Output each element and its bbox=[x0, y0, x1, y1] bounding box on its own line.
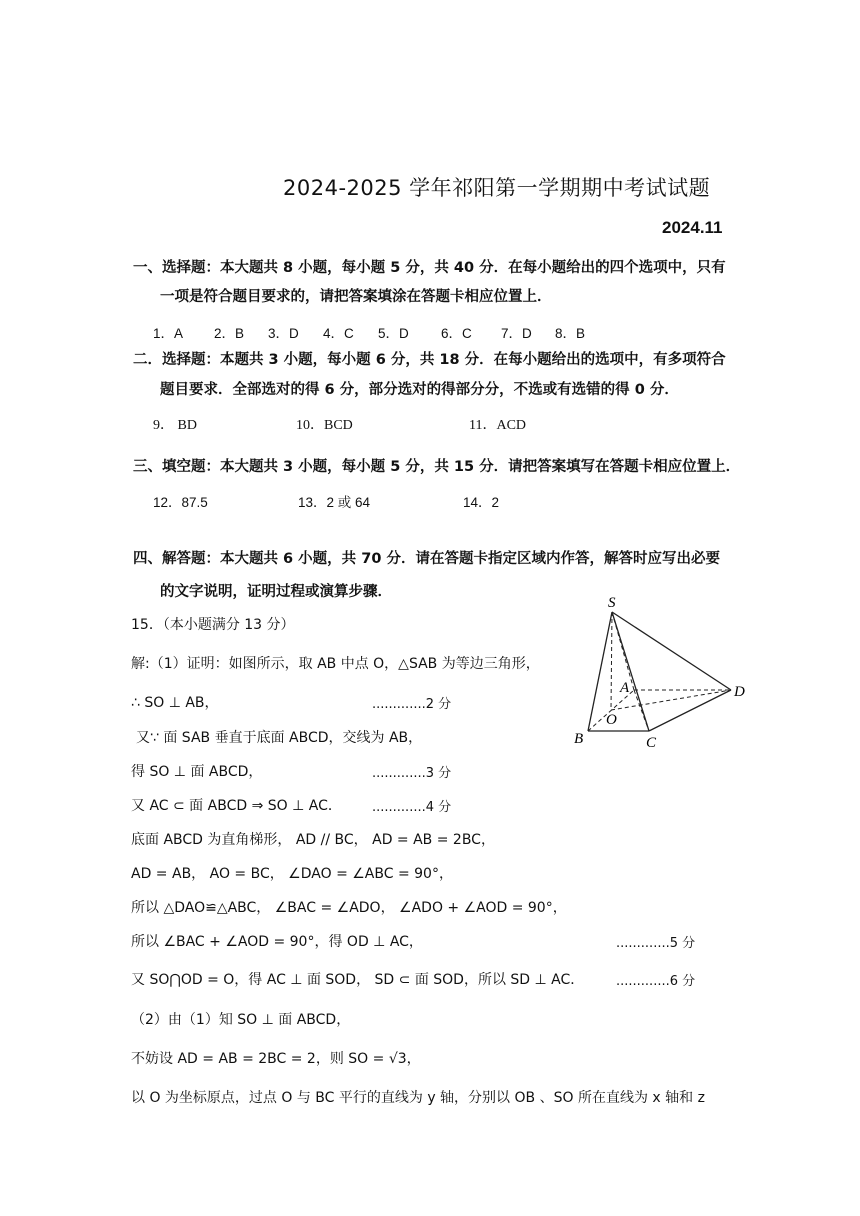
section4-heading-cont: 的文字说明，证明过程或演算步骤． bbox=[160, 584, 392, 600]
label-c: C bbox=[646, 735, 657, 751]
edge-sd bbox=[612, 612, 731, 690]
q15-line-11: （2）由（1）知 SO ⊥ 面 ABCD， bbox=[131, 1012, 351, 1028]
answer-14: 14．2 bbox=[463, 495, 500, 510]
label-o: O bbox=[606, 712, 617, 728]
answer-4: 4．C bbox=[323, 326, 354, 341]
q15-line-3: 又∵ 面 SAB 垂直于底面 ABCD，交线为 AB， bbox=[136, 730, 423, 746]
answer-1: 1．A bbox=[153, 326, 184, 341]
edge-so bbox=[611, 612, 612, 710]
label-b: B bbox=[574, 731, 584, 747]
label-s: S bbox=[608, 595, 616, 611]
section3-heading: 三、填空题：本大题共 3 小题，每小题 5 分，共 15 分．请把答案填写在答题卡相应位置上． bbox=[133, 459, 741, 475]
answer-13: 13．2 或 64 bbox=[298, 495, 371, 510]
exam-date: 2024.11 bbox=[662, 218, 723, 237]
answer-6: 6．C bbox=[441, 326, 472, 341]
edge-ac bbox=[634, 690, 649, 731]
q15-line-9: 所以 ∠BAC + ∠AOD = 90°，得 OD ⊥ AC， bbox=[131, 934, 423, 950]
answer-8: 8．B bbox=[555, 326, 586, 341]
q15-line-8: 所以 △DAO≌△ABC， ∠BAC = ∠ADO， ∠ADO + ∠AOD = 90°， bbox=[131, 900, 567, 916]
q15-line-6: 底面 ABCD 为直角梯形， AD // BC， AD = AB = 2BC， bbox=[131, 832, 495, 848]
answer-11: 11．ACD bbox=[469, 418, 527, 433]
answer-3: 3．D bbox=[268, 326, 299, 341]
answer-7: 7．D bbox=[501, 326, 532, 341]
q15-line-1: 解:（1）证明：如图所示，取 AB 中点 O，△SAB 为等边三角形， bbox=[131, 656, 540, 672]
score-2: .............2 分 bbox=[372, 697, 452, 712]
q15-line-10: 又 SO⋂OD = O，得 AC ⊥ 面 SOD， SD ⊂ 面 SOD，所以 SD ⊥ AC． bbox=[131, 972, 585, 988]
answer-10: 10．BCD bbox=[296, 418, 353, 433]
q15-line-5: 又 AC ⊂ 面 ABCD ⇒ SO ⊥ AC． bbox=[131, 798, 342, 814]
page-title: 2024-2025 学年祁阳第一学期期中考试试题 bbox=[283, 176, 711, 200]
score-5: .............5 分 bbox=[616, 936, 696, 951]
section4-heading: 四、解答题：本大题共 6 小题，共 70 分．请在答题卡指定区域内作答，解答时应写出必要 bbox=[133, 551, 720, 567]
label-d: D bbox=[734, 684, 745, 700]
q15-line-12: 不妨设 AD = AB = 2BC = 2，则 SO = √3， bbox=[131, 1051, 421, 1067]
edge-cd bbox=[649, 690, 731, 731]
edge-sc bbox=[612, 612, 649, 731]
score-6: .............6 分 bbox=[616, 974, 696, 989]
answer-5: 5．D bbox=[378, 326, 409, 341]
section2-heading-cont: 题目要求．全部选对的得 6 分，部分选对的得部分分，不选或有选错的得 0 分． bbox=[160, 382, 679, 398]
answer-12: 12．87.5 bbox=[153, 495, 208, 510]
score-3: .............3 分 bbox=[372, 766, 452, 781]
q15-header: 15．（本小题满分 13 分） bbox=[131, 617, 295, 633]
q15-line-4: 得 SO ⊥ 面 ABCD， bbox=[131, 764, 263, 780]
section2-heading: 二．选择题：本题共 3 小题，每小题 6 分，共 18 分．在每小题给出的选项中，有多项符合 bbox=[133, 352, 726, 368]
answer-9: 9． BD bbox=[153, 418, 197, 433]
q15-line-2: ∴ SO ⊥ AB， bbox=[131, 695, 219, 711]
q15-line-7: AD = AB， AO = BC， ∠DAO = ∠ABC = 90°， bbox=[131, 866, 453, 882]
pyramid-figure bbox=[566, 590, 766, 760]
answer-2: 2．B bbox=[214, 326, 245, 341]
label-a: A bbox=[620, 680, 630, 696]
score-4: .............4 分 bbox=[372, 800, 452, 815]
q15-line-13: 以 O 为坐标原点，过点 O 与 BC 平行的直线为 y 轴，分别以 OB 、SO 所在直线为 x 轴和 z bbox=[131, 1090, 705, 1106]
section1-heading: 一、选择题：本大题共 8 小题，每小题 5 分，共 40 分．在每小题给出的四个选项中，只有 bbox=[133, 260, 726, 276]
section1-heading-cont: 一项是符合题目要求的，请把答案填涂在答题卡相应位置上． bbox=[160, 289, 552, 305]
